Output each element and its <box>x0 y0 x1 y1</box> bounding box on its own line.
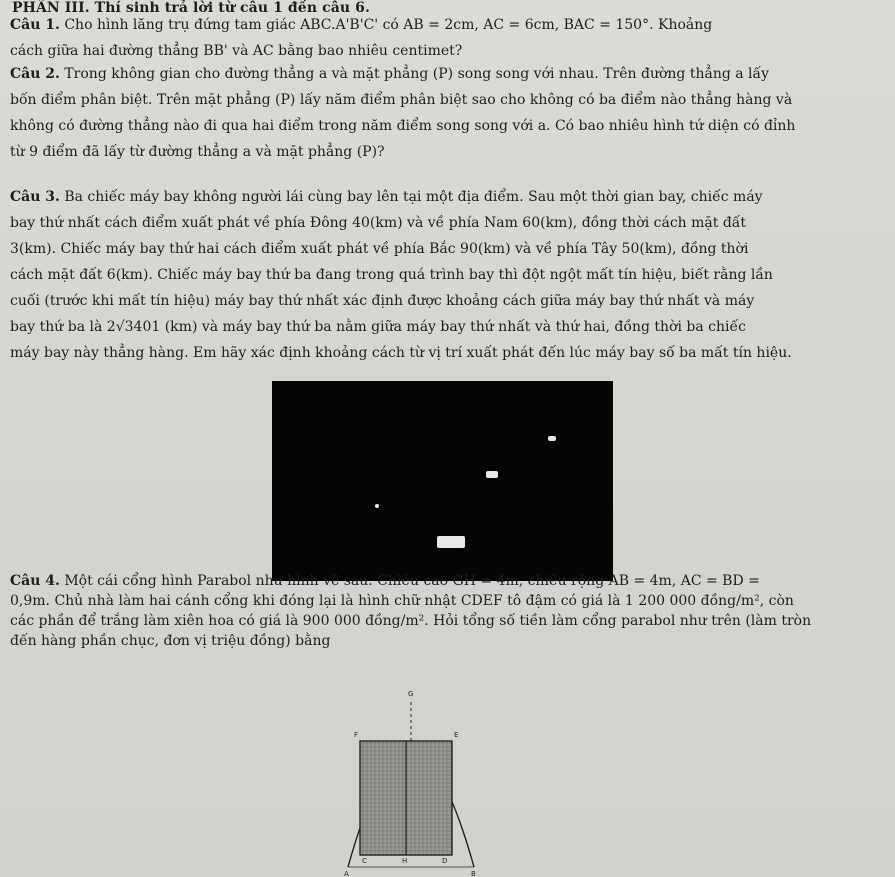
question-3-line-6: bay thứ ba là 2√3401 (km) và máy bay thứ ba nằm giữa máy bay thứ nhất và thứ hai, đồng thời ba chiếc <box>10 319 746 335</box>
label-e: E <box>454 731 459 739</box>
photo-speck <box>375 504 379 508</box>
photo-speck <box>548 436 556 441</box>
label-a: A <box>344 870 349 877</box>
question-2-text-1: Trong không gian cho đường thẳng a và mặt phẳng (P) song song với nhau. Trên đường thẳng a lấy <box>64 66 770 82</box>
question-3-line-4: cách mặt đất 6(km). Chiếc máy bay thứ ba đang trong quá trình bay thì đột ngột mất tín hiệu, biết rằng lần <box>10 267 773 283</box>
question-3-line-7: máy bay này thẳng hàng. Em hãy xác định khoảng cách từ vị trí xuất phát đến lúc máy bay số ba mất tín hiệu. <box>10 345 792 361</box>
question-2-line-3: không có đường thẳng nào đi qua hai điểm trong năm điểm song song với a. Có bao nhiêu hình tứ diện có đỉnh <box>10 118 796 134</box>
question-3-line-2: bay thứ nhất cách điểm xuất phát về phía Đông 40(km) và về phía Nam 60(km), đồng thời cách mặt đất <box>10 215 747 231</box>
label-d: D <box>442 857 448 865</box>
question-1-text-1: Cho hình lăng trụ đứng tam giác ABC.A'B'C' có AB = 2cm, AC = 6cm, BAC = 150°. Khoảng <box>64 17 713 33</box>
question-4-label: Câu 4. <box>10 573 60 589</box>
label-h: H <box>402 857 408 865</box>
label-f: F <box>354 731 359 739</box>
parabola-gate-diagram <box>330 686 480 877</box>
question-2-line-2: bốn điểm phân biệt. Trên mặt phẳng (P) lấy năm điểm phân biệt sao cho không có ba điểm nào thẳng hàng và <box>10 92 793 108</box>
question-1-line-1 <box>10 12 882 38</box>
section-title: PHẦN III. Thí sinh trả lời từ câu 1 đến câu 6. <box>12 0 370 16</box>
label-b: B <box>471 870 476 877</box>
question-4-line-4: đến hàng phần chục, đơn vị triệu đồng) bằng <box>10 633 331 649</box>
question-4-line-1 <box>10 571 882 591</box>
question-3-line-3: 3(km). Chiếc máy bay thứ hai cách điểm xuất phát về phía Bắc 90(km) và về phía Tây 50(km), đồng thời <box>10 241 749 257</box>
photo-speck <box>486 471 498 478</box>
question-3-line-5: cuối (trước khi mất tín hiệu) máy bay thứ nhất xác định được khoảng cách giữa máy bay thứ nhất và máy <box>10 293 755 309</box>
dark-photo-block <box>272 381 613 581</box>
photo-speck <box>437 536 465 548</box>
question-3-line-1 <box>10 184 882 210</box>
question-1-line-2: cách giữa hai đường thẳng BB' và AC bằng bao nhiêu centimet? <box>10 43 463 59</box>
parabola-gate-svg <box>330 686 480 877</box>
question-3 <box>10 184 882 366</box>
question-1 <box>10 12 882 64</box>
question-1-label: Câu 1. <box>10 17 60 33</box>
question-4 <box>10 571 882 651</box>
question-2-line-4: từ 9 điểm đã lấy từ đường thẳng a và mặt phẳng (P)? <box>10 144 385 160</box>
label-g: G <box>408 690 414 698</box>
question-4-text-1: Một cái cổng hình Parabol như hình vẽ sau. Chiều cao GH = 4m, chiều rộng AB = 4m, AC = BD = <box>64 573 760 589</box>
question-4-line-3: các phần để trắng làm xiên hoa có giá là 900 000 đồng/m². Hỏi tổng số tiền làm cổng parabol như trên (làm tròn <box>10 613 812 629</box>
question-2 <box>10 61 882 165</box>
question-3-text-1: Ba chiếc máy bay không người lái cùng bay lên tại một địa điểm. Sau một thời gian bay, chiếc máy <box>64 189 763 205</box>
question-2-label: Câu 2. <box>10 66 60 82</box>
label-c: C <box>362 857 367 865</box>
question-2-line-1 <box>10 61 882 87</box>
question-3-label: Câu 3. <box>10 189 60 205</box>
question-4-line-2: 0,9m. Chủ nhà làm hai cánh cổng khi đóng lại là hình chữ nhật CDEF tô đậm có giá là 1 200 000 đồng/m², còn <box>10 593 794 609</box>
